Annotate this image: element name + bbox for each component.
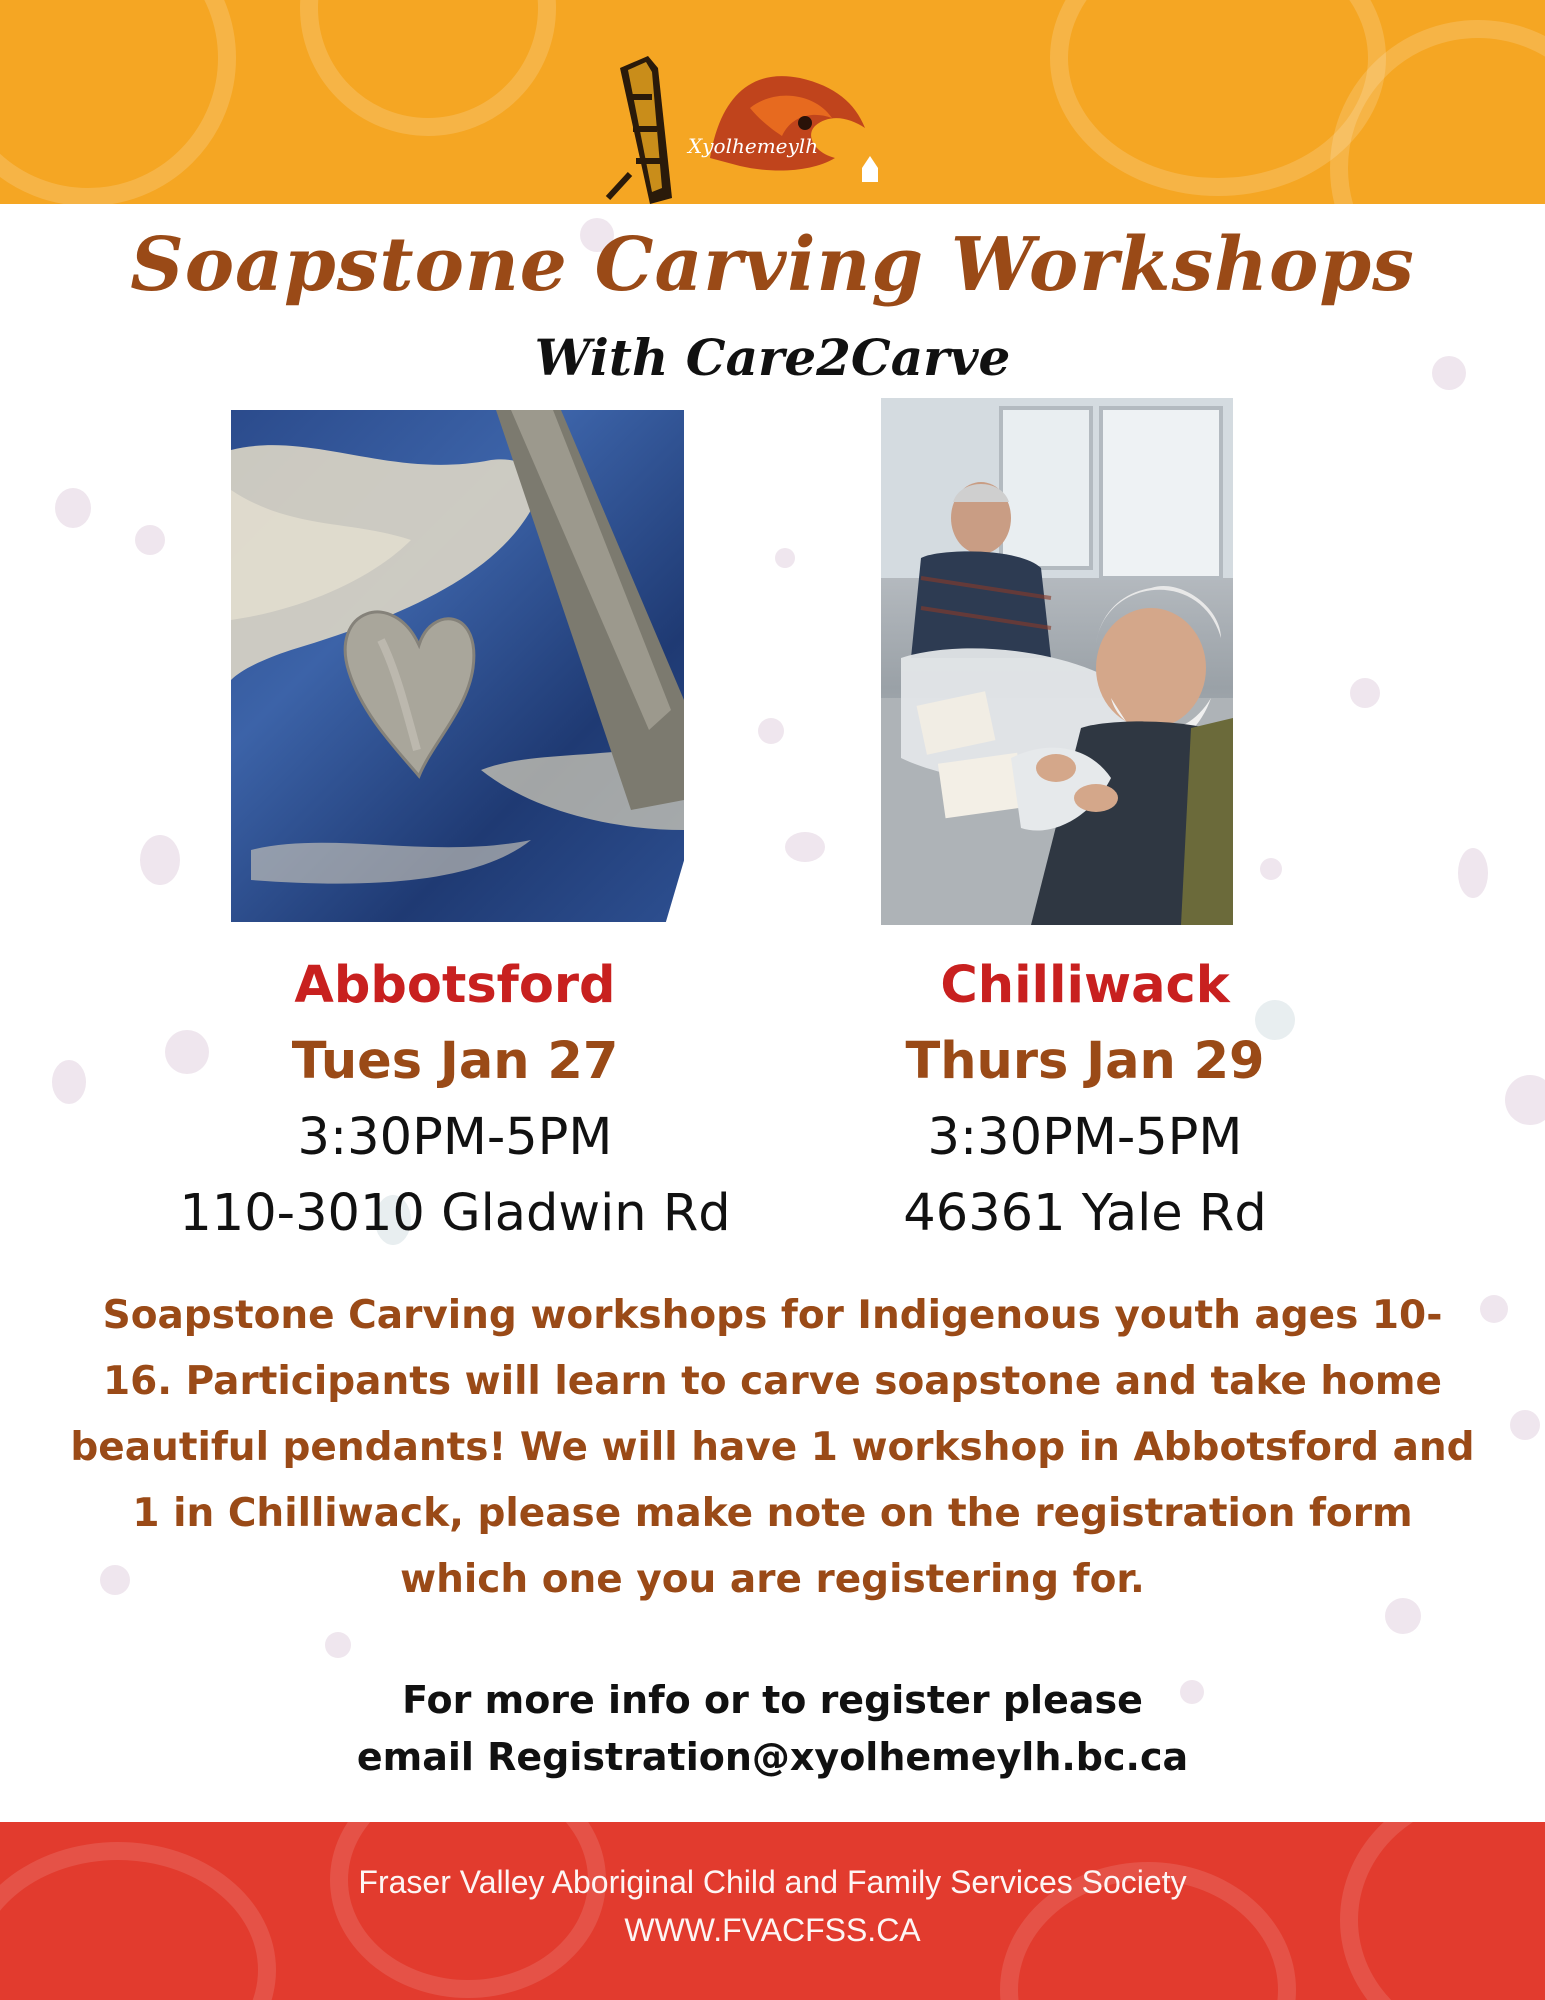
location-city: Chilliwack — [940, 956, 1230, 1015]
decorative-dot — [1510, 1410, 1540, 1440]
contact-line: For more info or to register please — [402, 1678, 1143, 1722]
location-address: 46361 Yale Rd — [903, 1184, 1267, 1243]
formline-swirl-decoration — [0, 0, 236, 204]
soapstone-heart-illustration — [231, 410, 684, 922]
footer-website-link[interactable]: WWW.FVACFSS.CA — [624, 1912, 921, 1948]
decorative-dot — [1350, 678, 1380, 708]
formline-swirl-decoration — [330, 1822, 606, 1998]
decorative-dot — [1458, 848, 1488, 898]
location-time: 3:30PM-5PM — [297, 1108, 613, 1167]
decorative-dot — [325, 1632, 351, 1658]
footer-band — [0, 1822, 1545, 2000]
carving-participants-illustration — [881, 398, 1233, 925]
location-time: 3:30PM-5PM — [927, 1108, 1243, 1167]
decorative-dot — [775, 548, 795, 568]
decorative-dot — [785, 832, 825, 862]
decorative-dot — [135, 525, 165, 555]
carving-participants-photo — [881, 398, 1233, 925]
formline-swirl-decoration — [300, 0, 556, 136]
footer-organization: Fraser Valley Aboriginal Child and Family Services Society — [358, 1864, 1187, 1900]
decorative-dot — [758, 718, 784, 744]
location-address: 110-3010 Gladwin Rd — [179, 1184, 731, 1243]
decorative-dot — [52, 1060, 86, 1104]
location-date: Tues Jan 27 — [291, 1032, 619, 1091]
decorative-dot — [1260, 858, 1282, 880]
logo-wordmark: Xyolhemeylh — [688, 134, 819, 158]
workshop-description: Soapstone Carving workshops for Indigenous youth ages 10-16. Participants will learn to carve soapstone and take home beautiful pendants! We will have 1 workshop in Abbotsford and 1 in Chilliwack, please make note on the registration form which one you are registering for. — [70, 1293, 1475, 1602]
page-subtitle: With Care2Carve — [534, 328, 1011, 387]
page-title: Soapstone Carving Workshops — [130, 222, 1415, 308]
location-city: Abbotsford — [294, 956, 616, 1015]
location-abbotsford — [100, 948, 810, 1252]
decorative-dot — [140, 835, 180, 885]
decorative-dot — [1505, 1075, 1545, 1125]
soapstone-heart-photo — [231, 410, 684, 922]
location-chilliwack — [800, 948, 1370, 1252]
contact-email-line[interactable]: email Registration@xyolhemeylh.bc.ca — [356, 1735, 1189, 1779]
location-date: Thurs Jan 29 — [905, 1032, 1265, 1091]
formline-swirl-decoration — [1340, 1822, 1545, 2000]
decorative-dot — [55, 488, 91, 528]
contact-info — [0, 1672, 1545, 1786]
decorative-dot — [1480, 1295, 1508, 1323]
xyolhemeylh-logo — [600, 48, 900, 208]
